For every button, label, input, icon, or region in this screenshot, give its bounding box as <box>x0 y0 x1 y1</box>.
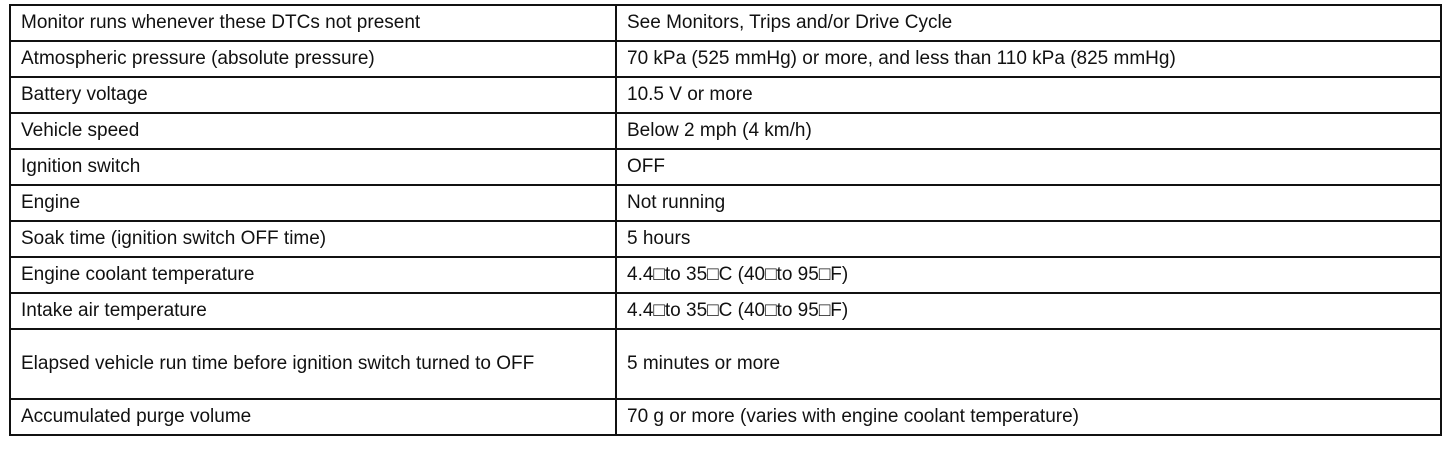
table-row <box>10 185 1441 221</box>
parameter-cell: Accumulated purge volume <box>10 399 616 435</box>
condition-cell: 4.4□to 35□C (40□to 95□F) <box>616 257 1441 293</box>
table-row <box>10 399 1441 435</box>
parameter-cell: Engine coolant temperature <box>10 257 616 293</box>
parameter-cell: Vehicle speed <box>10 113 616 149</box>
condition-cell: OFF <box>616 149 1441 185</box>
condition-cell: 10.5 V or more <box>616 77 1441 113</box>
condition-cell: See Monitors, Trips and/or Drive Cycle <box>616 5 1441 41</box>
parameter-cell: Soak time (ignition switch OFF time) <box>10 221 616 257</box>
condition-cell: 70 g or more (varies with engine coolant temperature) <box>616 399 1441 435</box>
table-row <box>10 293 1441 329</box>
parameter-cell: Ignition switch <box>10 149 616 185</box>
table-row <box>10 149 1441 185</box>
table-row <box>10 77 1441 113</box>
parameter-cell: Battery voltage <box>10 77 616 113</box>
condition-cell: Below 2 mph (4 km/h) <box>616 113 1441 149</box>
conditions-table <box>9 4 1442 436</box>
condition-cell: 70 kPa (525 mmHg) or more, and less than 110 kPa (825 mmHg) <box>616 41 1441 77</box>
table-row <box>10 221 1441 257</box>
parameter-cell: Engine <box>10 185 616 221</box>
condition-cell: Not running <box>616 185 1441 221</box>
condition-cell: 5 hours <box>616 221 1441 257</box>
parameter-cell: Atmospheric pressure (absolute pressure) <box>10 41 616 77</box>
table-row <box>10 5 1441 41</box>
condition-cell: 4.4□to 35□C (40□to 95□F) <box>616 293 1441 329</box>
parameter-cell: Monitor runs whenever these DTCs not present <box>10 5 616 41</box>
table-row <box>10 329 1441 399</box>
table-row <box>10 41 1441 77</box>
parameter-cell: Elapsed vehicle run time before ignition switch turned to OFF <box>10 329 616 399</box>
table-row <box>10 113 1441 149</box>
table-row <box>10 257 1441 293</box>
parameter-cell: Intake air temperature <box>10 293 616 329</box>
condition-cell: 5 minutes or more <box>616 329 1441 399</box>
